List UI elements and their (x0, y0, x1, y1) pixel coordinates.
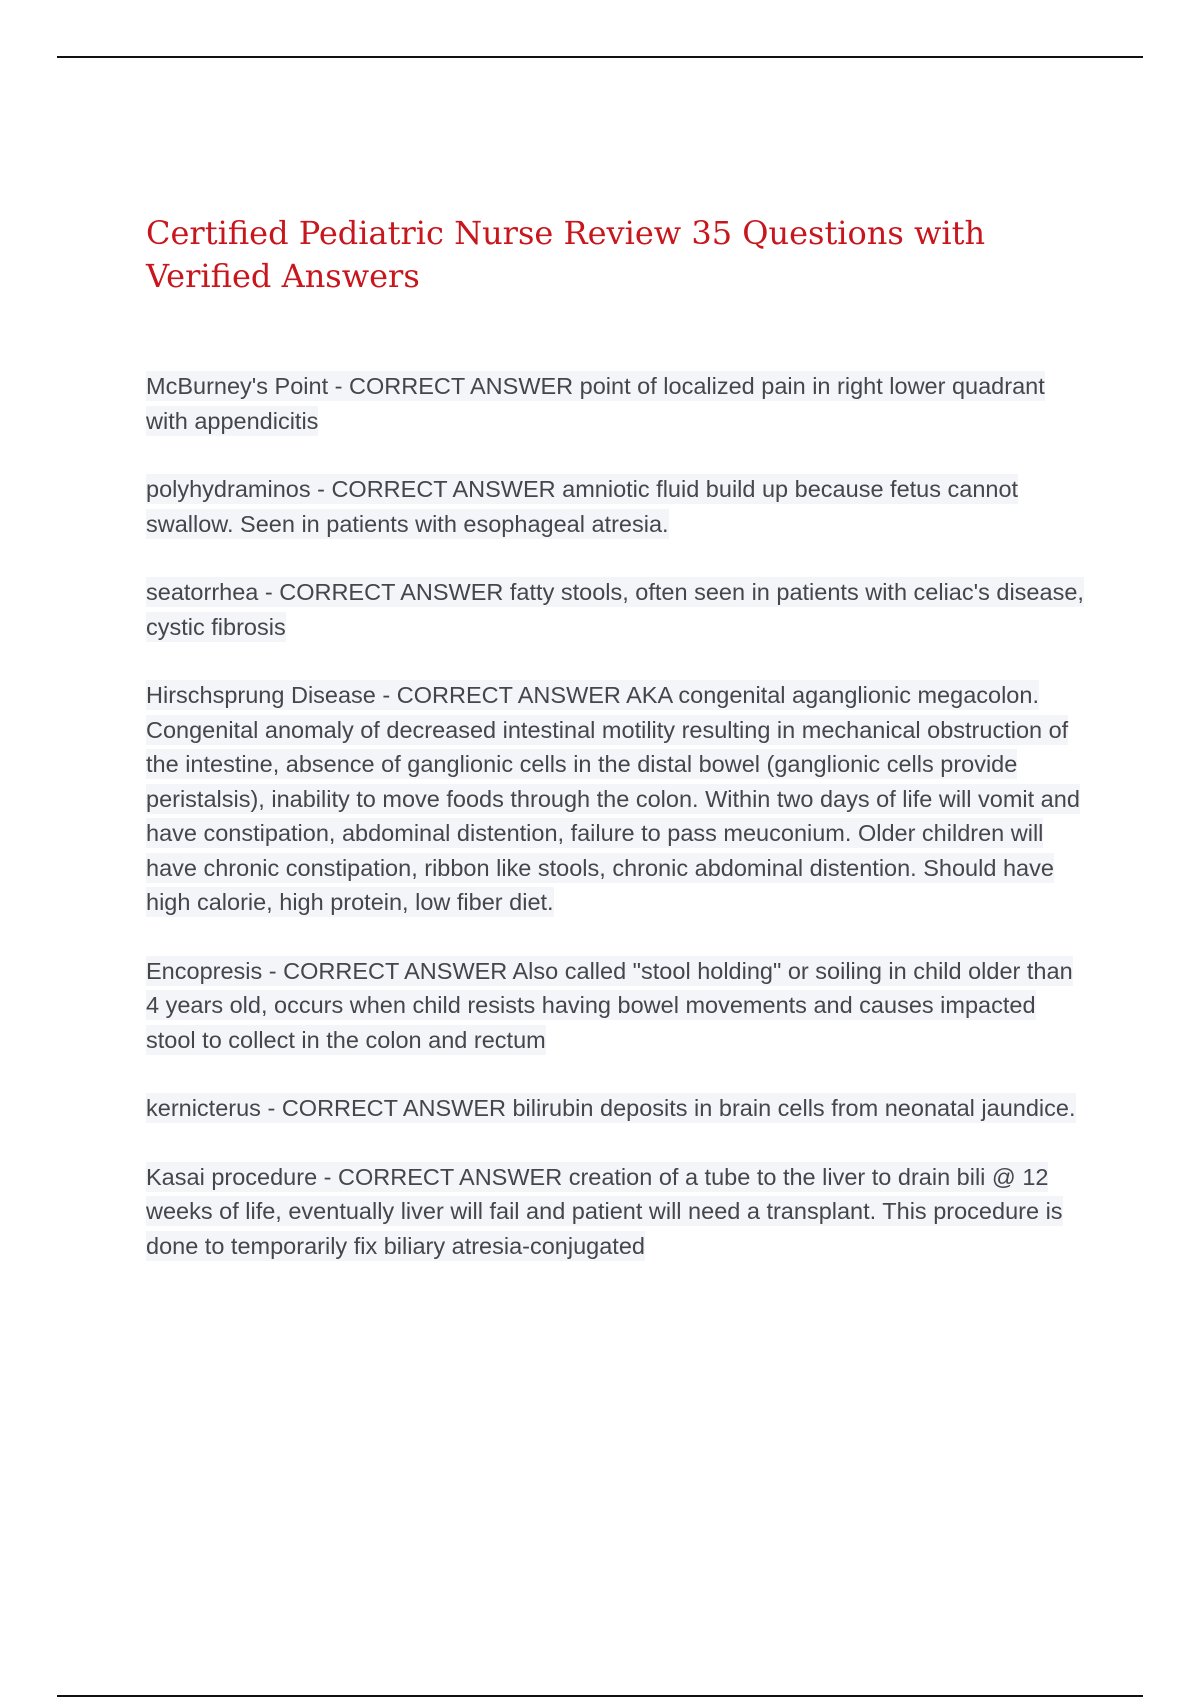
qa-item-text: polyhydraminos - CORRECT ANSWER amniotic fluid build up because fetus cannot swallow. Seen in patients with esophageal atresia. (146, 476, 1019, 537)
qa-item-text: seatorrhea - CORRECT ANSWER fatty stools, often seen in patients with celiac's disease, cystic fibrosis (146, 579, 1084, 640)
document-title: Certified Pediatric Nurse Review 35 Questions with Verified Answers (146, 214, 986, 295)
qa-item (146, 575, 1086, 644)
qa-item-text: Encopresis - CORRECT ANSWER Also called "stool holding" or soiling in child older than 4 years old, occurs when child resists having bowel movements and causes impacted stool to collect in the colon and rectum (146, 957, 1073, 1053)
qa-item (146, 1160, 1086, 1264)
qa-item (146, 369, 1086, 438)
qa-item-text: kernicterus - CORRECT ANSWER bilirubin deposits in brain cells from neonatal jaundice. (146, 1095, 1076, 1121)
qa-item-text: Kasai procedure - CORRECT ANSWER creation of a tube to the liver to drain bili @ 12 weeks of life, eventually liver will fail and patient will need a transplant. This procedure is done to temporarily fix biliary atresia-conjugated (146, 1163, 1063, 1259)
qa-item (146, 954, 1086, 1058)
qa-item (146, 678, 1086, 920)
header-rule (57, 56, 1143, 58)
qa-item-text: Hirschsprung Disease - CORRECT ANSWER AKA congenital aganglionic megacolon. Congenital anomaly of decreased intestinal motility resulting in mechanical obstruction of the intestine, absence of ganglionic cells in the distal bowel (ganglionic cells provide peristalsis), inability to move foods through the colon. Within two days of life will vomit and have constipation, abdominal distention, failure to pass meuconium. Older children will have chronic constipation, ribbon like stools, chronic abdominal distention. Should have high calorie, high protein, low fiber diet. (146, 682, 1080, 915)
qa-list (146, 369, 1086, 1297)
footer-rule (57, 1695, 1143, 1697)
qa-item-text: McBurney's Point - CORRECT ANSWER point of localized pain in right lower quadrant with appendicitis (146, 373, 1045, 434)
qa-item (146, 1091, 1086, 1126)
qa-item (146, 472, 1086, 541)
